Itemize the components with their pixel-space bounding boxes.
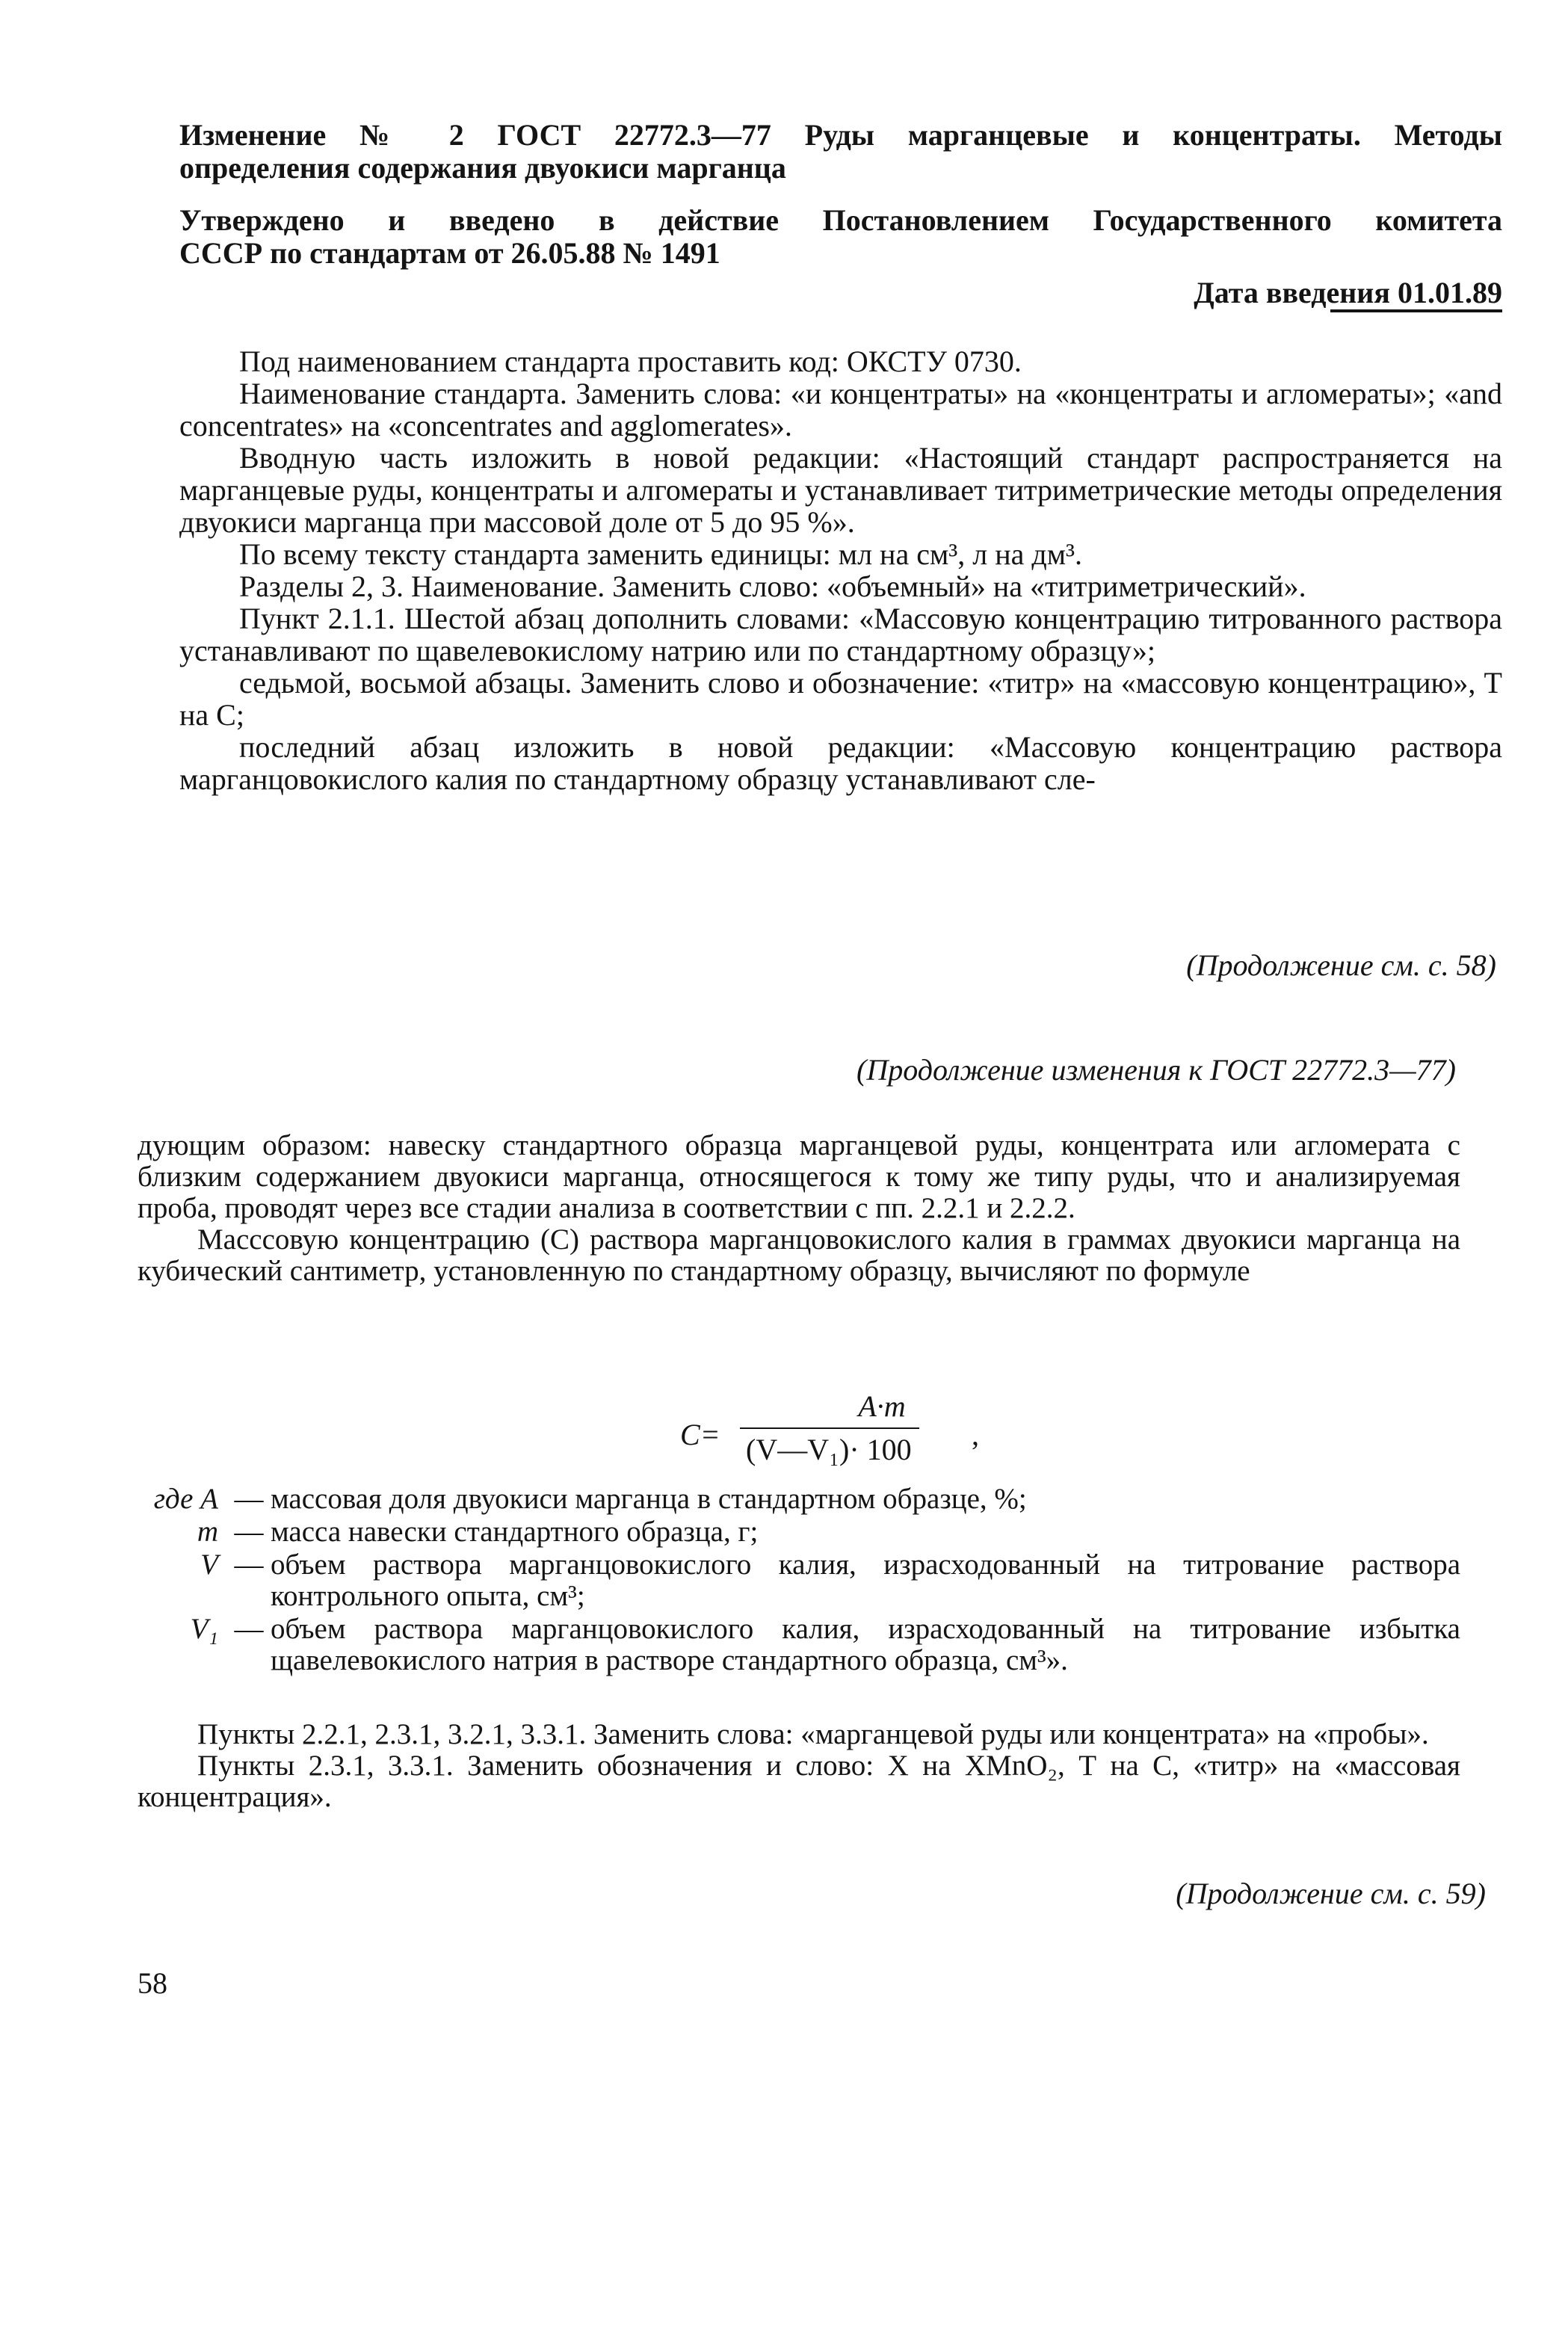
paragraph-procedure: дующим образом: навеску стандартного образца марганцевой руды, концентрата или агломерата с близким содержанием двуокиси марганца, относящегося к тому же типу руды, что и анализируемая проба, проводят через все стадии анализа в соответствии с пп. 2.2.1 и 2.2.2. — [138, 1129, 1460, 1224]
paragraph-clauses-notation: Пункты 2.3.1, 3.3.1. Заменить обозначения и слово: X на XMnO₂, Т на С, «титр» на «массовая концентрация». — [138, 1750, 1460, 1813]
paragraph-intro: Вводную часть изложить в новой редакции: «Настоящий стандарт распространяется на марганцевые руды, концентраты и алгомераты и устанавливает титриметрические методы определения двуокиси марганца при массовой доле от 5 до 95 %». — [179, 441, 1502, 539]
variable-definitions — [138, 1484, 1460, 1678]
fraction-bar — [740, 1427, 919, 1429]
definition-symbol: V₁ — [190, 1613, 218, 1645]
paragraph-concentration: Масссовую концентрацию (С) раствора марганцовокислого калия в граммах двуокиси марганца на кубический сантиметр, установленную по стандартному образцу, вычисляют по формуле — [138, 1223, 1460, 1287]
effective-date: Дата введения 01.01.89 — [1194, 276, 1502, 309]
paragraph-seventh-eighth: седьмой, восьмой абзацы. Заменить слово и обозначение: «титр» на «массовую концентрацию», Т на С; — [179, 666, 1502, 732]
paragraph-units: По всему тексту стандарта заменить единицы: мл на см³, л на дм³. — [239, 537, 1083, 571]
paragraph-standard-name: Наименование стандарта. Заменить слова: «и концентраты» на «концентраты и агломераты»; «and concentrates» на «concentrates and agglomerates». — [179, 377, 1502, 442]
date-underline — [1330, 309, 1502, 312]
definition-text: объем раствора марганцовокислого калия, израсходованный на титрование раствора контрольного опыта, см³; — [271, 1549, 1460, 1612]
definition-dash: — — [234, 1483, 264, 1515]
paragraph-last: последний абзац изложить в новой редакции: «Массовую концентрацию раствора марганцовокислого калия по стандартному образцу устанавливают сле- — [179, 730, 1502, 796]
definition-text: массовая доля двуокиси марганца в стандартном образце, %; — [271, 1483, 1027, 1515]
continuation-title: (Продолжение изменения к ГОСТ 22772.3—77) — [856, 1053, 1456, 1087]
definition-dash: — — [234, 1613, 264, 1645]
amendment-text-part-3 — [138, 1719, 1460, 1813]
paragraph-clauses-replace: Пункты 2.2.1, 2.3.1, 3.2.1, 3.3.1. Заменить слова: «марганцевой руды или концентрата» на «пробы». — [197, 1718, 1429, 1750]
definition-row — [138, 1549, 1460, 1612]
amendment-text-part-1 — [179, 345, 1502, 795]
concentration-formula — [673, 1389, 1001, 1471]
definition-text: масса навески стандартного образца, г; — [271, 1516, 759, 1548]
definition-row — [138, 1484, 1460, 1515]
definition-symbol: V — [200, 1549, 218, 1581]
paragraph-sections: Разделы 2, 3. Наименование. Заменить слово: «объемный» на «титриметрический». — [239, 569, 1306, 603]
formula-comma: , — [972, 1418, 979, 1451]
formula-denominator: (V—V₁)· 100 — [746, 1433, 912, 1466]
definition-dash: — — [234, 1549, 264, 1581]
definition-symbol: где A — [153, 1483, 218, 1515]
continued-note-2: (Продолжение см. с. 59) — [1176, 1877, 1486, 1910]
definition-row — [138, 1614, 1460, 1676]
formula-numerator: A·m — [858, 1389, 906, 1423]
continued-note-1: (Продолжение см. с. 58) — [1186, 948, 1496, 982]
definition-text: объем раствора марганцовокислого калия, израсходованный на титрование избытка щавелевокислого натрия в растворе стандартного образца, см³». — [271, 1613, 1460, 1676]
amendment-title-line-1: Изменение № 2 ГОСТ 22772.3—77 Руды марганцевые и концентраты. Методы — [179, 118, 1502, 152]
page-number: 58 — [138, 1966, 167, 2000]
approval-line-2: СССР по стандартам от 26.05.88 № 1491 — [179, 236, 720, 270]
definition-dash: — — [234, 1516, 264, 1548]
definition-symbol: m — [197, 1516, 218, 1548]
amendment-title-line-2: определения содержания двуокиси марганца — [179, 151, 786, 185]
paragraph-okstu: Под наименованием стандарта проставить код: ОКСТУ 0730. — [239, 345, 1022, 378]
amendment-text-part-2 — [138, 1130, 1460, 1287]
definition-row — [138, 1516, 1460, 1548]
approval-line-1: Утверждено и введено в действие Постановлением Государственного комитета — [179, 203, 1502, 237]
paragraph-clause-2-1-1: Пункт 2.1.1. Шестой абзац дополнить словами: «Массовую концентрацию титрованного раствора устанавливают по щавелевокислому натрию или по стандартному образцу»; — [179, 602, 1502, 667]
formula-lhs: C= — [680, 1418, 720, 1451]
